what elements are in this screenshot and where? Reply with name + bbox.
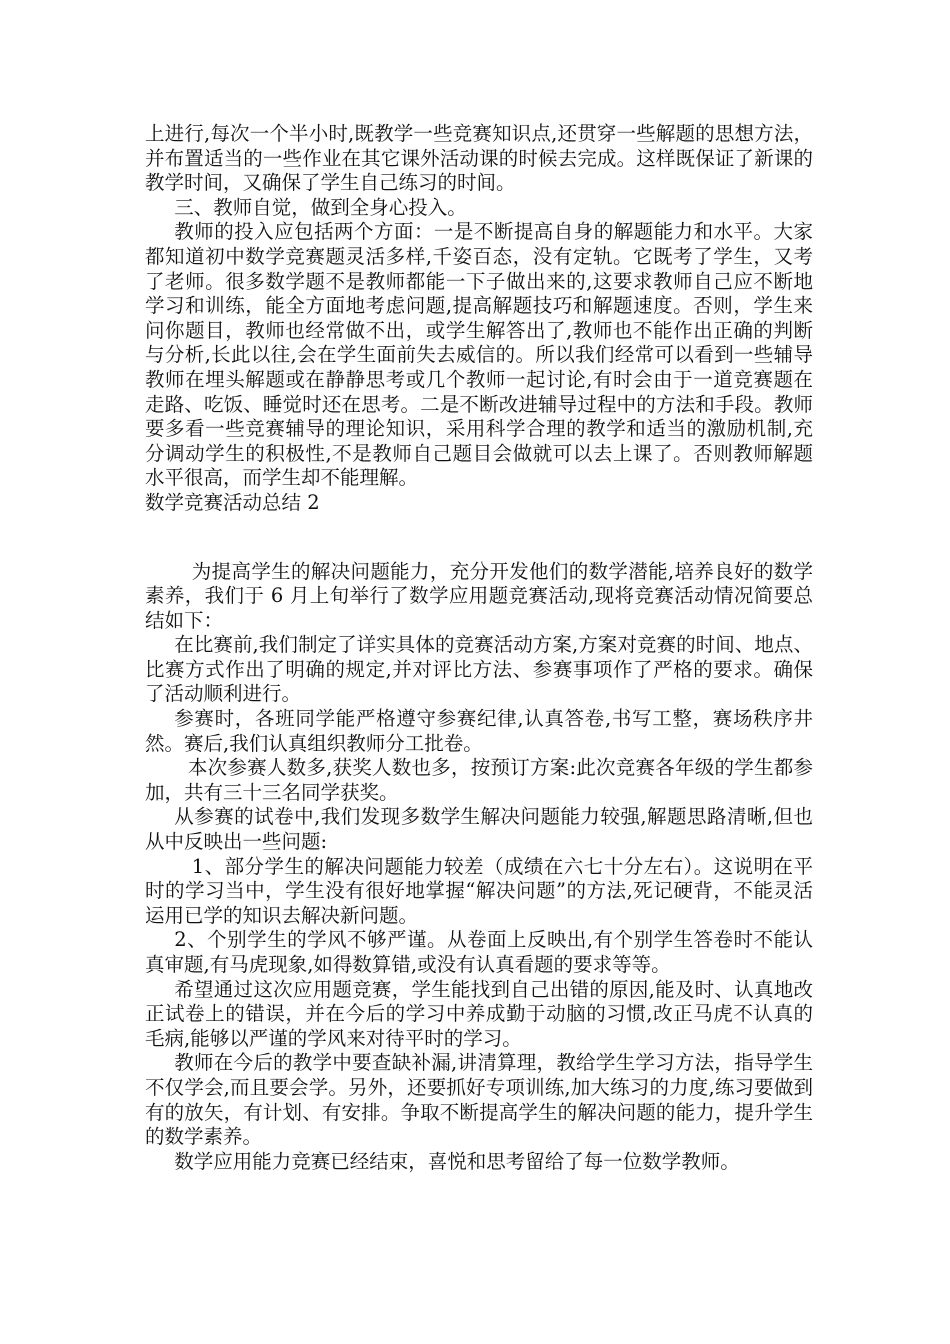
paragraph-findings: 从参赛的试卷中,我们发现多数学生解决问题能力较强,解题思路清晰,但也从中反映出一些问题: (145, 805, 813, 854)
paragraph-issue-two: 2、个别学生的学风不够严谨。从卷面上反映出,有个别学生答卷时不能认真审题,有马虎现象,如得数算错,或没有认真看题的要求等等。 (145, 928, 813, 976)
paragraph-during-contest: 参赛时，各班同学能严格遵守参赛纪律,认真答卷,书写工整，赛场秩序井然。赛后,我们认真组织教师分工批卷。 (145, 707, 813, 755)
paragraph-intro: 为提高学生的解决问题能力，充分开发他们的数学潜能,培养良好的数学素养，我们于 6 月上旬举行了数学应用题竞赛活动,现将竞赛活动情况简要总结如下： (145, 559, 813, 632)
section-title: 数学竞赛活动总结 2 (145, 490, 320, 514)
paragraph-closing: 数学应用能力竞赛已经结束，喜悦和思考留给了每一位数学教师。 (174, 1149, 740, 1173)
paragraph-issue-one: 1、部分学生的解决问题能力较差（成绩在六七十分左右）。这说明在平时的学习当中，学生没有很好地掌握“解决问题”的方法,死记硬背，不能灵活运用已学的知识去解决新问题。 (145, 854, 813, 927)
paragraph-hope: 希望通过这次应用题竞赛，学生能找到自己出错的原因,能及时、认真地改正试卷上的错误，并在今后的学习中养成勤于动脑的习惯,改正马虎不认真的毛病,能够以严谨的学风来对待平时的学习。 (145, 977, 813, 1050)
paragraph-teacher-input: 教师的投入应包括两个方面：一是不断提高自身的解题能力和水平。大家都知道初中数学竞赛题灵活多样,千姿百态，没有定轨。它既考了学生，又考了老师。很多数学题不是教师都能一下子做出来的,这要求教师自己应不断地学习和训练，能全方面地考虑问题,提高解题技巧和解题速度。否则，学生来问你题目，教师也经常做不出，或学生解答出了,教师也不能作出正确的判断与分析,长此以往,会在学生面前失去威信的。所以我们经常可以看到一些辅导教师在埋头解题或在静静思考或几个教师一起讨论,有时会由于一道竞赛题在走路、吃饭、睡觉时还在思考。二是不断改进辅导过程中的方法和手段。教师要多看一些竞赛辅导的理论知识，采用科学合理的教学和适当的激励机制,充分调动学生的积极性,不是教师自己题目会做就可以去上课了。否则教师解题水平很高，而学生却不能理解。 (145, 220, 813, 490)
paragraph-heading-three: 三、教师自觉，做到全身心投入。 (174, 195, 467, 219)
document-page (145, 122, 813, 1174)
paragraph-before-contest: 在比赛前,我们制定了详实具体的竞赛活动方案,方案对竞赛的时间、地点、比赛方式作出了明确的规定,并对评比方法、参赛事项作了严格的要求。确保了活动顺利进行。 (145, 633, 813, 706)
paragraph-continuation: 上进行,每次一个半小时,既教学一些竞赛知识点,还贯穿一些解题的思想方法，并布置适当的一些作业在其它课外活动课的时候去完成。这样既保证了新课的教学时间，又确保了学生自己练习的时间。 (145, 122, 813, 195)
blank-line (145, 516, 813, 560)
paragraph-teacher-plan: 教师在今后的教学中要查缺补漏,讲清算理，教给学生学习方法，指导学生不仅学会,而且要会学。另外，还要抓好专项训练,加大练习的力度,练习要做到有的放矢，有计划、有安排。争取不断提高学生的解决问题的能力，提升学生的数学素养。 (145, 1051, 813, 1149)
paragraph-participants: 本次参赛人数多,获奖人数也多，按预订方案:此次竞赛各年级的学生都参加，共有三十三名同学获奖。 (145, 756, 813, 804)
